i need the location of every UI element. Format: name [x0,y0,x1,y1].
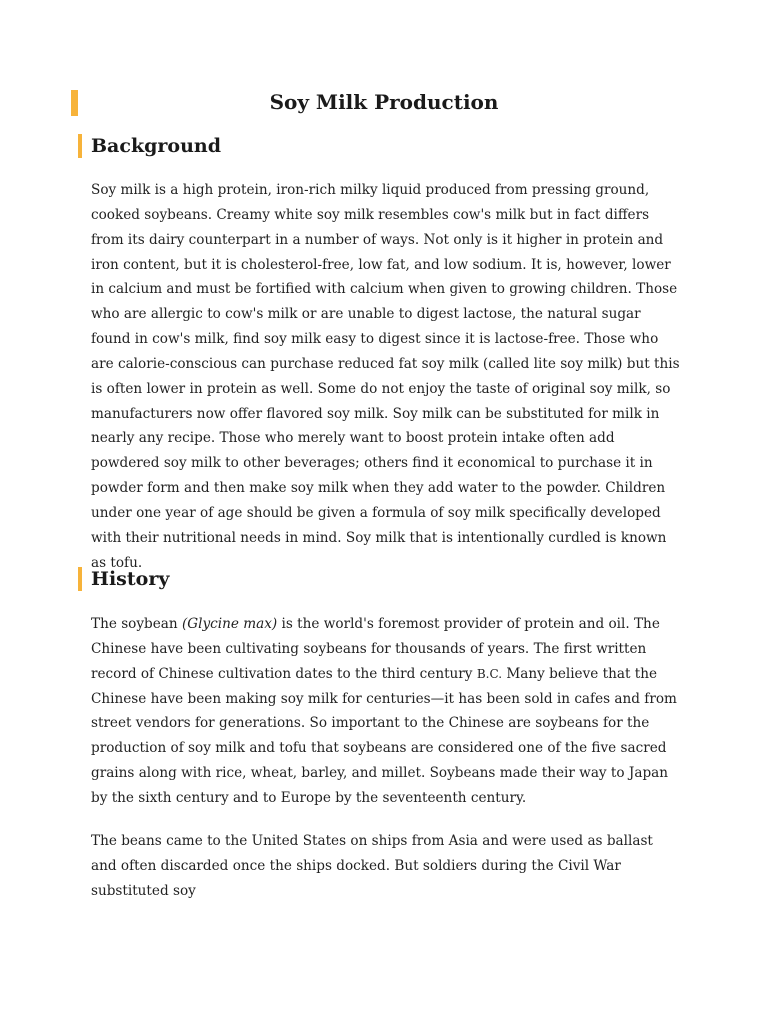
heading-accent-bar [78,134,82,158]
history-paragraph-2 [91,829,681,904]
title-row [0,88,768,118]
text-run: The soybean [91,616,182,632]
heading-text: Background [91,135,221,157]
paragraph-text: The beans came to the United States on ships from Asia and were used as ballast and often discarded once the ships docked. But soldiers during the Civil War substituted soy [91,833,653,899]
background-paragraph [91,178,681,576]
text-run: Many believe that the Chinese have been making soy milk for centuries—it has been sold in cafes and from street vendors for generations. So important to the Chinese are soybeans for the production of soy milk and tofu that soybeans are considered one of the five sacred grains along with rice, wheat, barley, and millet. Soybeans made their way to Japan by the sixth century and to Europe by the seventeenth century. [91,665,677,806]
page-title: Soy Milk Production [269,90,499,114]
text-run: is the world's foremost provider of protein and oil. The Chinese have been cultivating soybeans for thousands of years. The first written record of Chinese cultivation dates to the third century [91,616,660,682]
paragraph-text: Soy milk is a high protein, iron-rich milky liquid produced from pressing ground, cooked soybeans. Creamy white soy milk resembles cow's milk but in fact differs from its dairy counterpart in a number of ways. Not only is it higher in protein and iron content, but it is cholesterol-free, low fat, and low sodium. It is, however, lower in calcium and must be fortified with calcium when given to growing children. Those who are allergic to cow's milk or are unable to digest lactose, the natural sugar found in cow's milk, find soy milk easy to digest since it is lactose-free. Those who are calorie-conscious can purchase reduced fat soy milk (called lite soy milk) but this is often lower in protein as well. Some do not enjoy the taste of original soy milk, so manufacturers now offer flavored soy milk. Soy milk can be substituted for milk in nearly any recipe. Those who merely want to boost protein intake often add powdered soy milk to other beverages; others find it economical to purchase it in powder form and then make soy milk when they add water to the powder. Children under one year of age should be given a formula of soy milk specifically developed with their nutritional needs in mind. Soy milk that is intentionally curdled is known as tofu. [91,182,680,571]
species-name: (Glycine max) [181,616,278,632]
heading-text: History [91,568,170,590]
era-abbreviation: B.C. [476,666,503,681]
history-paragraph-1 [91,612,681,811]
heading-accent-bar [78,567,82,591]
paragraph-text [91,612,681,811]
